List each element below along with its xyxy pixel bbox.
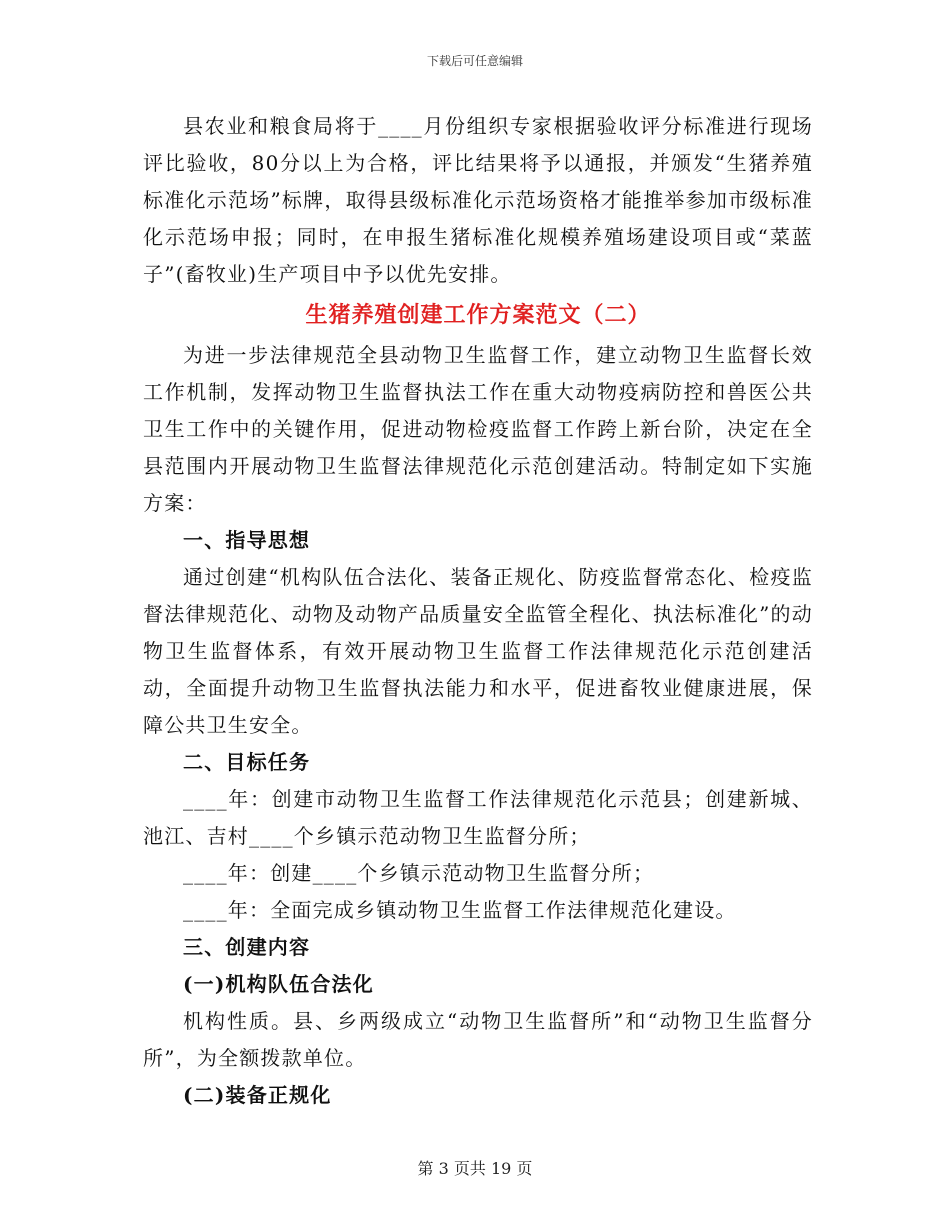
heading-guiding-thought: 一、指导思想 xyxy=(183,528,311,552)
paragraph-goal-2: ____年：创建____个乡镇示范动物卫生监督分所； xyxy=(183,861,655,885)
heading-content: 三、创建内容 xyxy=(183,935,311,959)
page-header: 下载后可任意编辑 xyxy=(426,54,523,68)
document-body xyxy=(143,108,813,1114)
heading-equipment: (二)装备正规化 xyxy=(183,1083,332,1107)
paragraph-goal-1: ____年：创建市动物卫生监督工作法律规范化示范县；创建新城、池江、吉村____个乡镇示范动物卫生监督分所； xyxy=(143,787,813,848)
paragraph-acceptance: 县农业和粮食局将于____月份组织专家根据验收评分标准进行现场评比验收，80分以上为合格，评比结果将予以通报，并颁发“生猪养殖标准化示范场”标牌，取得县级标准化示范场资格才能推举参加市级标准化示范场申报；同时，在申报生猪标准化规模养殖场建设项目或“菜蓝子”(畜牧业)生产项目中予以优先安排。 xyxy=(143,114,813,286)
heading-goals: 二、目标任务 xyxy=(183,750,311,774)
page-footer: 第 3 页共 19 页 xyxy=(417,1159,533,1178)
paragraph-goal-3: ____年：全面完成乡镇动物卫生监督工作法律规范化建设。 xyxy=(183,898,737,922)
paragraph-org-nature: 机构性质。县、乡两级成立“动物卫生监督所”和“动物卫生监督分所”，为全额拨款单位。 xyxy=(143,1009,813,1070)
paragraph-guiding-thought: 通过创建“机构队伍合法化、装备正规化、防疫监督常态化、检疫监督法律规范化、动物及动物产品质量安全监管全程化、执法标准化”的动物卫生监督体系，有效开展动物卫生监督工作法律规范化示范创建活动，全面提升动物卫生监督执法能力和水平，促进畜牧业健康进展，保障公共卫生安全。 xyxy=(143,565,813,737)
paragraph-intro: 为进一步法律规范全县动物卫生监督工作，建立动物卫生监督长效工作机制，发挥动物卫生监督执法工作在重大动物疫病防控和兽医公共卫生工作中的关键作用，促进动物检疫监督工作跨上新台阶，决定在全县范围内开展动物卫生监督法律规范化示范创建活动。特制定如下实施方案： xyxy=(143,343,813,515)
section-title: 生猪养殖创建工作方案范文（二） xyxy=(305,302,651,328)
heading-org-legal: (一)机构队伍合法化 xyxy=(183,972,374,996)
